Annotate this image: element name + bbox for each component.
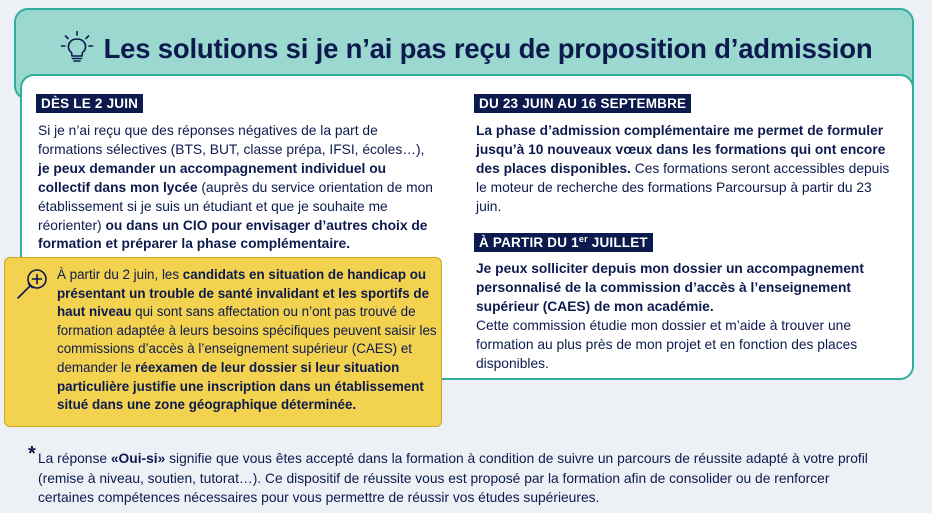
section-label-des-le-2-juin: DÈS LE 2 JUIN — [36, 94, 143, 113]
accessibility-note-box — [4, 257, 442, 427]
footnote-asterisk: * — [28, 443, 36, 465]
right-bottom-text: Je peux solliciter depuis mon dossier un accompagnement personnalisé de la commission d’accès à l’enseignement supérieur (CAES) de mon académie. Cette commission étudie mon dossier et m’aide à trouver une formation au plus près de mon projet et en fonction des places disponibles. — [476, 261, 864, 371]
page-title: Les solutions si je n’ai pas reçu de proposition d’admission — [103, 33, 873, 64]
left-section-text: Si je n’ai reçu que des réponses négatives de la part de formations sélectives (BTS, BUT, classe prépa, IFSI, écoles…), je peux demander un accompagnement individuel ou collectif dans mon lycée (auprès du service orientation de mon établissement si je suis un étudiant et que je souhaite me réorienter) ou dans un CIO pour envisager d’autres choix de formation et préparer la phase complémentaire. — [38, 123, 433, 252]
right-top-text: La phase d’admission complémentaire me permet de formuler jusqu’à 10 nouveaux vœux dans les formations qui ont encore des places disponibles. Ces formations seront accessibles depuis le moteur de recherche des formations Parcoursup à partir du 23 juin. — [476, 123, 890, 214]
section-label-du-23-juin: DU 23 JUIN AU 16 SEPTEMBRE — [474, 94, 691, 113]
note-text: À partir du 2 juin, les candidats en situation de handicap ou présentant un trouble de santé invalidant et les sportifs de haut niveau qui sont sans affectation ou n’ont pas trouvé de formation adaptée à leurs besoins spécifiques peuvent saisir les commissions d’accès à l’enseignement supérieur (CAES) et demander le réexamen de leur dossier si leur situation particulière justifie une inscription dans un établissement situé dans une zone géographique déterminée. — [57, 267, 437, 413]
magnifier-plus-icon — [15, 266, 51, 307]
footnote: * La réponse «Oui-si» signifie que vous êtes accepté dans la formation à condition de suivre un parcours de réussite adapté à votre profil (remise à niveau, soutien, tutorat…). Ce dispositif de réussite vous est proposé par la formation afin de consolider ou de renforcer certaines compétences nécessaires pour vous permettre de réussir vos études supérieures. — [28, 443, 868, 505]
lightbulb-icon — [60, 30, 94, 69]
section-label-a-partir-du-1er-juillet: À PARTIR DU 1er JUILLET — [474, 233, 653, 252]
